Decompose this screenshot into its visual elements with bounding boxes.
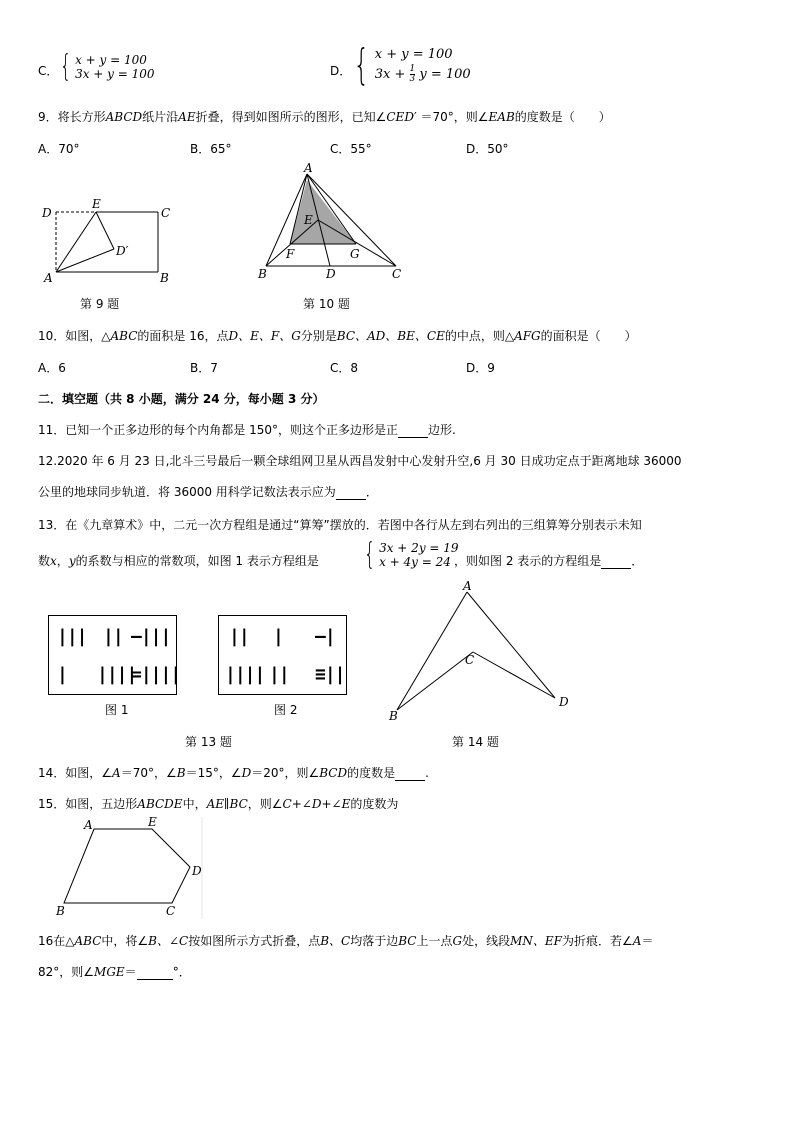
brace-icon: { <box>59 49 72 84</box>
q10-label-f: F <box>286 247 295 261</box>
counting-rod: =|||| <box>131 664 181 685</box>
q15-fig-pentagon <box>64 829 190 903</box>
q10-label-c: C <box>392 267 402 281</box>
q8-option-c-system <box>56 49 155 84</box>
q13-line2-end <box>454 552 643 569</box>
q14-angle-d: D <box>241 766 252 780</box>
q13-system-eq2: x + 4y = 24 <box>379 555 451 569</box>
counting-rod: | <box>57 664 67 685</box>
q10-text: 10．如图，△ <box>38 329 111 343</box>
q9-figure-caption: 第 9 题 <box>80 297 120 311</box>
q16-bc: BC <box>398 934 417 948</box>
q9-option-c: C．55° <box>330 142 372 156</box>
q10-option-a: A．6 <box>38 361 66 375</box>
q8-option-d-eq2 <box>375 65 471 85</box>
q8-option-c-eq1: x + y = 100 <box>75 53 147 67</box>
q16-text: ＝ <box>124 965 137 979</box>
q14-fig-cd <box>473 652 555 698</box>
q15-ae-parallel-bc: AE∥BC <box>206 797 248 811</box>
brace-icon: { <box>353 40 370 89</box>
q10-option-d: D．9 <box>466 361 495 375</box>
q8-option-d-eq2-b: y = 100 <box>419 67 471 82</box>
q9-eab: EAB <box>488 110 515 124</box>
counting-rod: —| <box>315 626 335 647</box>
fraction-denominator: 3 <box>409 74 416 84</box>
q16-g: G <box>452 934 463 948</box>
q13-figure-2-caption: 图 2 <box>274 703 298 717</box>
q16-text: 中，将∠ <box>101 934 149 948</box>
q13-text: ，则如图 2 表示的方程组是 <box>454 554 602 568</box>
q8-option-d-label: D． <box>330 64 352 78</box>
q14-fig-ad <box>467 592 555 698</box>
q11-text: 边形. <box>428 423 456 437</box>
counting-rod: ≡|| <box>315 664 345 685</box>
q16-text: 均落于边 <box>350 934 399 948</box>
q9-abcd: ABCD <box>105 110 143 124</box>
q16-text: 为折痕．若∠ <box>562 934 633 948</box>
q14-label-b: B <box>389 709 398 723</box>
q9-option-d: D．50° <box>466 142 509 156</box>
q10-text: 的中点，则△ <box>444 329 515 343</box>
q14-text: ＝15°，∠ <box>185 766 242 780</box>
q16-creases: MN、EF <box>510 934 562 948</box>
q10-figure-caption: 第 10 题 <box>303 297 350 311</box>
q15-label-a: A <box>84 818 93 832</box>
q15-abcde: ABCDE <box>137 797 183 811</box>
q10-option-b: B．7 <box>190 361 218 375</box>
q15-text: 15．如图，五边形 <box>38 797 138 811</box>
q13-line2 <box>38 552 319 569</box>
q9-option-b: B．65° <box>190 142 232 156</box>
q13-x: x <box>50 554 57 568</box>
q9-question <box>38 108 611 125</box>
q15-angle-sum: C+∠D+∠E <box>282 797 351 811</box>
q14-text: . <box>425 766 429 780</box>
q12-line1: 12.2020 年 6 月 23 日,北斗三号最后一颗全球组网卫星从西昌发射中心发射升空,6 月 30 日成功定点于距离地球 36000 <box>38 454 682 468</box>
q16-line1 <box>38 932 653 949</box>
q16-text: 82°，则∠ <box>38 965 95 979</box>
q10-figure <box>252 162 412 286</box>
q10-label-g: G <box>350 247 360 261</box>
q13-text: 的系数与相应的常数项，如图 1 表示方程组是 <box>75 554 319 568</box>
q13-figure-1 <box>48 615 181 695</box>
q16-angle-a: A <box>632 934 642 948</box>
q14-label-a: A <box>463 579 472 593</box>
q14-fig-bc <box>397 652 473 710</box>
counting-rod: |||| <box>225 664 265 685</box>
q14-text: ＝70°，∠ <box>120 766 177 780</box>
q9-label-a: A <box>44 271 53 285</box>
q9-label-e: E <box>92 197 101 211</box>
q15-label-e: E <box>148 815 157 829</box>
q13-system <box>360 537 459 572</box>
q16-text: 上一点 <box>416 934 453 948</box>
q14-text: 的度数是 <box>347 766 396 780</box>
q15-question <box>38 795 398 812</box>
q10-points: D、E、F、G <box>228 329 301 343</box>
q16-line2 <box>38 963 191 980</box>
q14-label-d: D <box>559 695 569 709</box>
q14-caption: 第 14 题 <box>452 735 499 749</box>
q14-angle-b: B <box>176 766 186 780</box>
q13-text: ， <box>56 554 69 568</box>
q13-figure-2 <box>218 615 347 695</box>
q9-figure <box>36 192 186 288</box>
q13-line1: 13．在《九章算术》中，二元一次方程组是通过“算筹”摆放的．若图中各行从左到右列出的三组算筹分别表示未知 <box>38 518 642 532</box>
q10-question <box>38 327 637 344</box>
q10-label-e: E <box>304 213 313 227</box>
q15-text: ，则∠ <box>247 797 283 811</box>
q14-answer-blank[interactable] <box>395 766 425 781</box>
q9-text: 9．将长方形 <box>38 110 106 124</box>
q10-text: 分别是 <box>300 329 337 343</box>
q15-label-c: C <box>166 904 176 918</box>
q14-text: ＝20°，则∠ <box>251 766 320 780</box>
q13-y: y <box>68 554 76 568</box>
q13-answer-blank[interactable] <box>601 554 631 569</box>
q13-text: ． <box>631 554 644 568</box>
q9-label-d: D <box>42 206 52 220</box>
q10-segments: BC、AD、BE、CE <box>336 329 445 343</box>
section-2-title: 二．填空题（共 8 小题，满分 24 分，每小题 3 分） <box>38 392 325 406</box>
q15-text: 中， <box>182 797 207 811</box>
fraction-numerator: 1 <box>409 64 416 74</box>
q16-text: °． <box>172 965 191 979</box>
q8-option-d-eq2-a: 3x + <box>374 67 406 82</box>
q16-text: 按如图所示方式折叠，点 <box>188 934 321 948</box>
q9-fig-fold-ae <box>56 212 96 272</box>
q10-text: 的面积是（ ） <box>540 329 637 343</box>
q10-abc: ABC <box>110 329 138 343</box>
q16-angles: B、∠C <box>148 934 189 948</box>
q11-answer-blank[interactable] <box>398 423 428 438</box>
q16-text: 16在△ <box>38 934 75 948</box>
counting-rod: | <box>273 626 283 647</box>
q10-option-c: C．8 <box>330 361 359 375</box>
q11-text: 11．已知一个正多边形的每个内角都是 150°，则这个正多边形是正 <box>38 423 398 437</box>
q12-line2 <box>38 483 378 500</box>
q14-angle-a: A <box>112 766 121 780</box>
q9-label-dprime: D′ <box>116 244 129 258</box>
q16-answer-blank[interactable] <box>137 965 173 980</box>
counting-rod: || <box>229 626 249 647</box>
q15-text: 的度数为 <box>350 797 399 811</box>
q14-question <box>38 764 429 781</box>
q8-option-d-system <box>348 40 471 89</box>
q14-text: 14．如图，∠ <box>38 766 113 780</box>
counting-rod: || <box>103 626 123 647</box>
q9-ae: AE <box>178 110 196 124</box>
q12-answer-blank[interactable] <box>336 485 366 500</box>
q9-text: ′ ＝70°，则∠ <box>413 110 489 124</box>
q9-label-b: B <box>160 271 169 285</box>
q8-option-d-eq1: x + y = 100 <box>374 47 453 62</box>
counting-rod: —||| <box>131 626 171 647</box>
q15-label-d: D <box>192 864 202 878</box>
q9-fig-ad <box>56 249 114 272</box>
q14-fig-ab <box>397 592 467 710</box>
q16-text: ＝ <box>641 934 654 948</box>
q13-system-eq1: 3x + 2y = 19 <box>379 541 459 555</box>
q15-label-b: B <box>56 904 65 918</box>
q9-option-a: A．70° <box>38 142 80 156</box>
q8-option-c-eq2: 3x + y = 100 <box>75 67 155 81</box>
q12-text: ． <box>365 485 378 499</box>
q9-text: 纸片沿 <box>142 110 179 124</box>
q14-angle-bcd: BCD <box>319 766 348 780</box>
counting-rod: ||| <box>57 626 87 647</box>
q13-caption: 第 13 题 <box>185 735 232 749</box>
q10-label-a: A <box>304 162 313 175</box>
q9-text: 的度数是（ ） <box>514 110 611 124</box>
q16-text: 处，线段 <box>462 934 511 948</box>
q15-figure <box>52 815 212 921</box>
q14-figure <box>385 578 575 726</box>
q10-text: 的面积是 16，点 <box>137 329 229 343</box>
q13-text: 数 <box>38 554 51 568</box>
q14-label-c: C <box>465 653 475 667</box>
q13-figure-1-caption: 图 1 <box>105 703 129 717</box>
q10-label-b: B <box>258 267 267 281</box>
q11-question <box>38 421 456 438</box>
q16-points: B、C <box>320 934 351 948</box>
q16-abc: ABC <box>74 934 102 948</box>
counting-rod: |||| <box>97 664 137 685</box>
brace-icon: { <box>363 537 376 572</box>
q10-label-d: D <box>326 267 336 281</box>
q9-fig-ed <box>96 212 114 249</box>
q16-angle-mge: MGE <box>94 965 125 979</box>
counting-rod: || <box>269 664 289 685</box>
q8-option-d-fraction <box>410 65 416 84</box>
q12-text: 公里的地球同步轨道．将 36000 用科学记数法表示应为 <box>38 485 336 499</box>
q9-label-c: C <box>161 206 171 220</box>
q9-text: 折叠，得到如图所示的图形，已知∠ <box>195 110 387 124</box>
q9-ced: CED <box>386 110 414 124</box>
q8-option-c-label: C． <box>38 64 59 78</box>
q10-afg: AFG <box>514 329 541 343</box>
